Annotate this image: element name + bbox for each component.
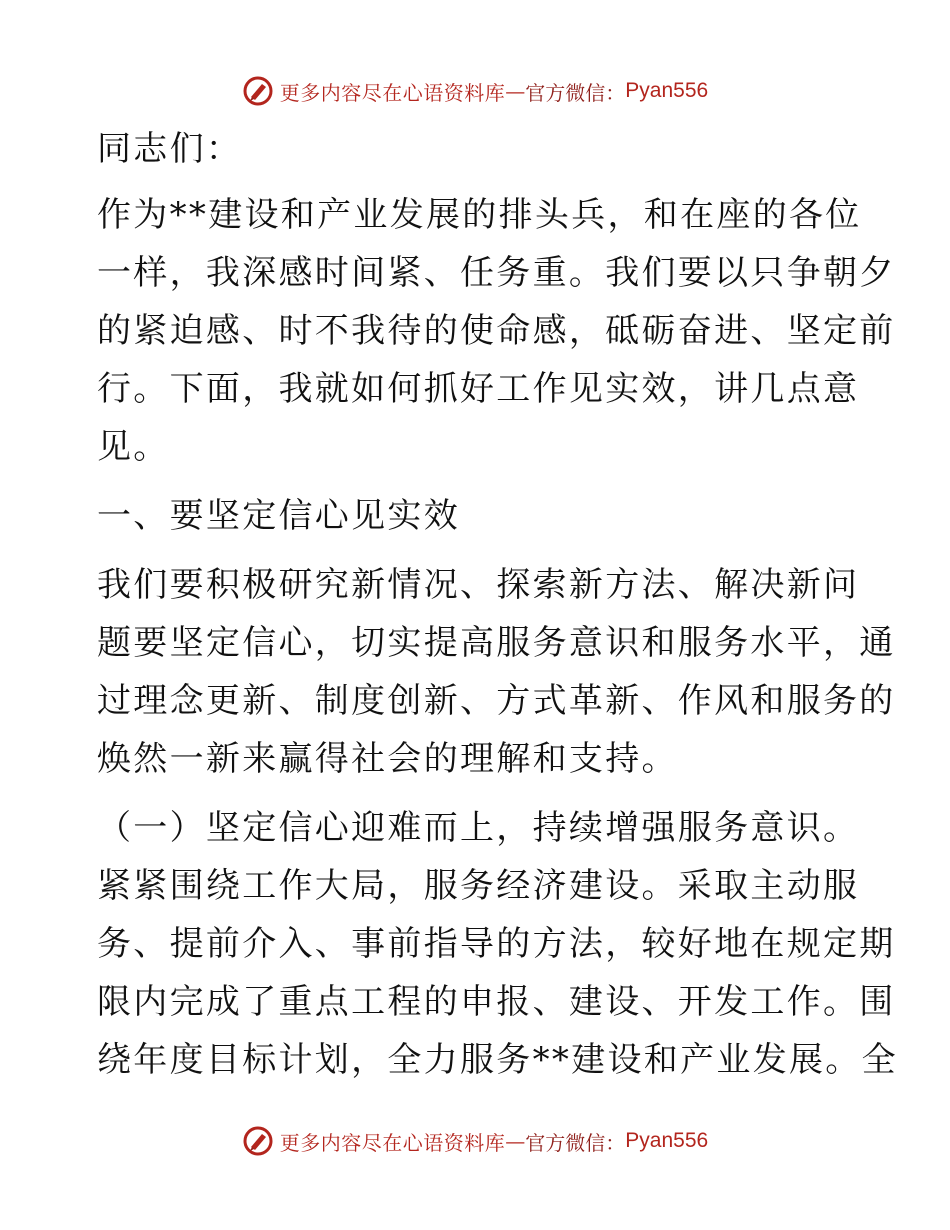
logo-icon — [242, 75, 274, 107]
text-line: 见。 — [97, 427, 170, 467]
watermark-footer — [0, 1121, 950, 1161]
watermark-wechat-id: Pyan556 — [625, 1129, 709, 1152]
watermark-dash: — — [505, 1129, 526, 1153]
document-body — [97, 120, 898, 1089]
text-line: 一样，我深感时间紧、任务重。我们要以只争朝夕 — [97, 253, 896, 293]
text-line: 过理念更新、制度创新、方式革新、作风和服务的 — [97, 681, 896, 721]
greeting: 同志们： — [97, 129, 243, 169]
text-line: 限内完成了重点工程的申报、建设、开发工作。围 — [97, 982, 896, 1022]
watermark-header — [0, 71, 950, 111]
text-line: 题要坚定信心，切实提高服务意识和服务水平，通 — [97, 623, 896, 663]
text-line: 焕然一新来赢得社会的理解和支持。 — [97, 739, 678, 779]
watermark-text: 更多内容尽在心语资料库 — [279, 1130, 506, 1155]
watermark-text: 更多内容尽在心语资料库 — [279, 80, 506, 105]
watermark-official-label: 官方微信： — [525, 1130, 626, 1155]
text-line: 紧紧围绕工作大局，服务经济建设。采取主动服 — [97, 866, 860, 906]
text-line: （一）坚定信心迎难而上，持续增强服务意识。 — [97, 808, 860, 848]
text-line: 务、提前介入、事前指导的方法，较好地在规定期 — [97, 924, 896, 964]
paragraph-body — [97, 556, 896, 788]
watermark-wechat-id: Pyan556 — [625, 79, 709, 102]
paragraph-subsection — [97, 799, 898, 1089]
paragraph-intro — [97, 186, 896, 476]
text-line: 的紧迫感、时不我待的使命感，砥砺奋进、坚定前 — [97, 311, 896, 351]
section-heading — [97, 487, 857, 545]
watermark-official-label: 官方微信： — [525, 80, 626, 105]
watermark-dash: — — [505, 79, 526, 103]
heading-line: 一、要坚定信心见实效 — [97, 496, 460, 536]
text-line: 作为**建设和产业发展的排头兵，和在座的各位 — [97, 195, 862, 235]
text-line: 行。下面，我就如何抓好工作见实效，讲几点意 — [97, 369, 860, 409]
text-line: 绕年度目标计划，全力服务**建设和产业发展。全 — [97, 1040, 898, 1080]
text-line: 我们要积极研究新情况、探索新方法、解决新问 — [97, 565, 860, 605]
logo-icon — [242, 1125, 274, 1157]
